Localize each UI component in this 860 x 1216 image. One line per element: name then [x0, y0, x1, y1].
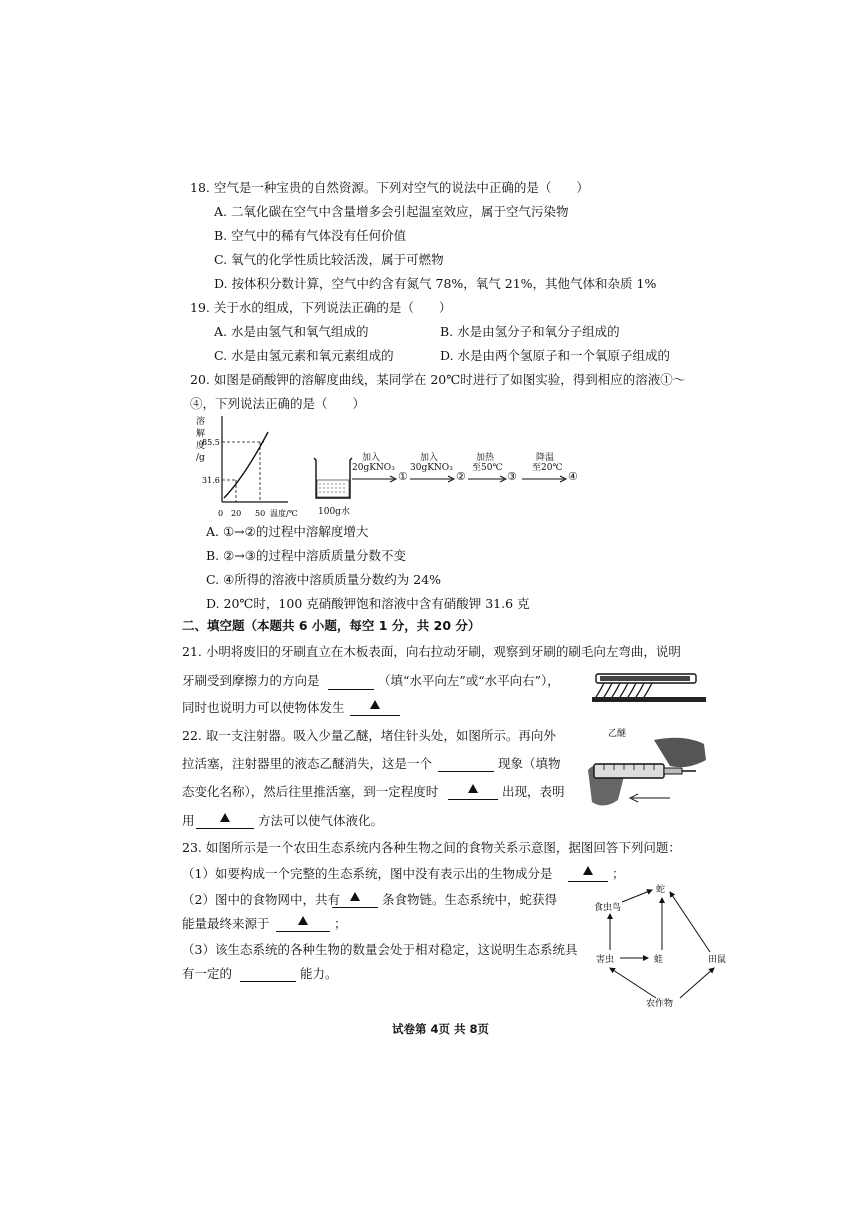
q21-line3: 同时也说明力可以使物体发生 — [182, 700, 345, 715]
answer-marker-icon — [370, 700, 380, 709]
q23-blank-3[interactable] — [276, 916, 330, 932]
web-node-frog: 蛙 — [654, 955, 664, 965]
web-node-crop: 农作物 — [646, 999, 674, 1009]
q23-part3-b: 有一定的 — [182, 966, 233, 981]
q23-part3-c: 能力。 — [300, 966, 338, 981]
q21-line1: 21. 小明将废旧的牙刷直立在木板表面，向右拉动牙刷，观察到牙刷的刷毛向左弯曲，说明 — [182, 644, 681, 659]
page-footer: 试卷第 4页 共 8页 — [392, 1022, 490, 1036]
q23-part2-a: （2）图中的食物网中，共有 — [182, 892, 340, 907]
step3-top: 加热 — [476, 453, 495, 463]
q23-part2-b: 条食物链。生态系统中，蛇获得 — [382, 892, 558, 907]
step2-arrow — [410, 476, 456, 482]
q18-option-d: D. 按体积分数计算，空气中约含有氮气 78%，氧气 21%，其他气体和杂质 1% — [214, 276, 657, 291]
step4-bottom: 至20℃ — [532, 463, 563, 473]
q22-line3-a: 态变化名称），然后往里推活塞，到一定程度时 — [182, 784, 439, 799]
graph-ylabel-2: 解 — [196, 429, 206, 439]
graph-ytick-31: 31.6 — [202, 476, 220, 485]
graph-ylabel-4: /g — [196, 453, 205, 463]
q20-option-b: B. ②→③的过程中溶质质量分数不变 — [206, 548, 407, 563]
step2-top: 加入 — [420, 453, 439, 463]
graph-xtick-50: 50 — [255, 509, 266, 518]
q22-line2-a: 拉活塞，注射器里的液态乙醚消失，这是一个 — [182, 756, 433, 771]
graph-ytick-85: 85.5 — [202, 438, 220, 447]
q18-option-c: C. 氧气的化学性质比较活泼，属于可燃物 — [214, 252, 444, 267]
syringe-label: 乙醚 — [608, 729, 627, 739]
answer-marker-icon — [220, 813, 230, 822]
q22-line1: 22. 取一支注射器。吸入少量乙醚，堵住针头处，如图所示。再向外 — [182, 728, 556, 743]
graph-xtick-20: 20 — [231, 509, 242, 518]
answer-marker-icon — [350, 892, 360, 901]
answer-marker-icon — [583, 866, 593, 875]
q22-line4-b: 方法可以使气体液化。 — [258, 813, 384, 828]
beaker — [310, 454, 356, 502]
step3-bottom: 至50℃ — [472, 463, 503, 473]
q21-line2-b: （填“水平向左”或“水平向右”）， — [378, 673, 560, 688]
solubility-curve — [224, 432, 268, 498]
q19-option-b: B. 水是由氢分子和氧分子组成的 — [440, 324, 620, 339]
q19-option-a: A. 水是由氢气和氧气组成的 — [214, 324, 369, 339]
q19-stem: 19. 关于水的组成，下列说法正确的是（ ） — [190, 300, 452, 315]
q20-option-c: C. ④所得的溶液中溶质质量分数约为 24% — [206, 572, 442, 587]
graph-ylabel-3: 度 — [196, 441, 206, 451]
web-node-mouse: 田鼠 — [708, 955, 727, 965]
web-node-insect: 害虫 — [596, 955, 615, 965]
q21-blank-1[interactable] — [328, 676, 374, 690]
q23-stem: 23. 如图所示是一个农田生态系统内各种生物之间的食物关系示意图，据图回答下列问题： — [182, 840, 681, 855]
q23-part2-end: ； — [334, 916, 347, 931]
section-heading: 二、填空题（本题共 6 小题，每空 1 分，共 20 分） — [182, 618, 481, 633]
step1-bottom: 20gKNO₃ — [352, 463, 395, 473]
q23-blank-4[interactable] — [240, 968, 296, 982]
graph-ylabel-1: 溶 — [196, 417, 206, 427]
q23-part1-end: ； — [612, 866, 625, 881]
q23-part1: （1）如要构成一个完整的生态系统，图中没有表示出的生物成分是 — [182, 866, 553, 881]
answer-marker-icon — [298, 916, 308, 925]
solution-1: ① — [398, 470, 408, 483]
q19-option-d: D. 水是由两个氢原子和一个氧原子组成的 — [440, 348, 671, 363]
q18-stem: 18. 空气是一种宝贵的自然资源。下列对空气的说法中正确的是（ ） — [190, 180, 589, 195]
step2-bottom: 30gKNO₃ — [410, 463, 453, 473]
q20-option-a: A. ①→②的过程中溶解度增大 — [206, 524, 369, 539]
q18-option-b: B. 空气中的稀有气体没有任何价值 — [214, 228, 407, 243]
q23-part2-c: 能量最终来源于 — [182, 916, 270, 931]
step4-top: 降温 — [536, 453, 555, 463]
syringe-figure — [584, 736, 712, 812]
graph-xtick-0: 0 — [218, 509, 224, 518]
q20-stem-line2: ④，下列说法正确的是（ ） — [190, 396, 366, 411]
step4-arrow — [522, 476, 568, 482]
q19-option-c: C. 水是由氢元素和氧元素组成的 — [214, 348, 394, 363]
q20-option-d: D. 20℃时，100 克硝酸钾饱和溶液中含有硝酸钾 31.6 克 — [206, 596, 530, 611]
toothbrush-figure — [592, 668, 708, 704]
web-node-snake: 蛇 — [656, 885, 666, 895]
food-web-diagram — [588, 880, 748, 1008]
beaker-label: 100g水 — [318, 507, 350, 517]
q20-stem-line1: 20. 如图是硝酸钾的溶解度曲线，某同学在 20℃时进行了如图实验，得到相应的溶液①～ — [190, 372, 686, 387]
q22-line3-b: 出现，表明 — [502, 784, 565, 799]
q22-blank-3[interactable] — [196, 813, 254, 829]
q22-line4-a: 用 — [182, 813, 195, 828]
q18-option-a: A. 二氧化碳在空气中含量增多会引起温室效应，属于空气污染物 — [214, 204, 569, 219]
q21-line2-a: 牙刷受到摩擦力的方向是 — [182, 673, 320, 688]
q23-part3-a: （3）该生态系统的各种生物的数量会处于相对稳定，这说明生态系统具 — [182, 942, 578, 957]
solution-3: ③ — [507, 470, 517, 483]
step3-arrow — [468, 476, 508, 482]
q23-blank-2[interactable] — [332, 892, 378, 908]
solution-2: ② — [456, 470, 466, 483]
solubility-graph — [190, 412, 298, 522]
answer-marker-icon — [468, 784, 478, 793]
web-node-bird: 食虫鸟 — [594, 903, 622, 913]
graph-xlabel: 温度/℃ — [270, 509, 298, 518]
q22-blank-2[interactable] — [448, 784, 498, 800]
solution-4: ④ — [568, 470, 578, 483]
q22-line2-b: 现象（填物 — [498, 756, 561, 771]
q21-blank-2[interactable] — [350, 700, 400, 716]
step1-arrow — [352, 476, 398, 482]
step1-top: 加入 — [362, 453, 381, 463]
q22-blank-1[interactable] — [438, 758, 494, 772]
